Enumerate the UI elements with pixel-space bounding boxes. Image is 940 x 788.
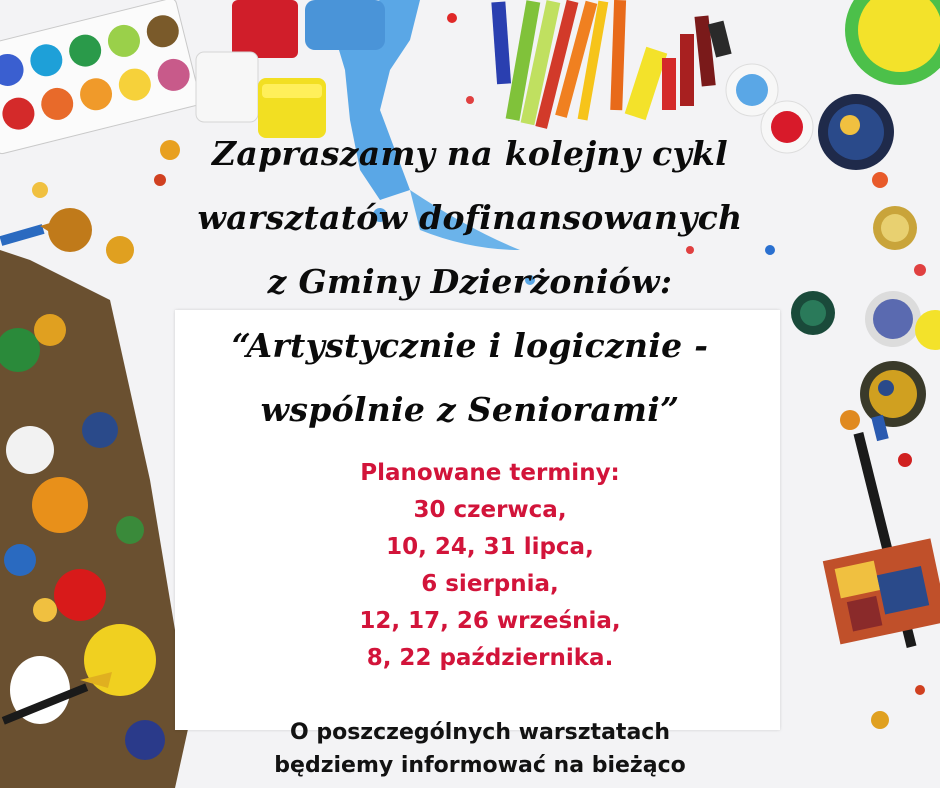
schedule-heading: Planowane terminy: <box>360 460 620 486</box>
schedule-date: 10, 24, 31 lipca, <box>386 534 594 560</box>
schedule-date: 30 czerwca, <box>413 497 567 523</box>
info-note <box>200 716 760 782</box>
schedule-date: 8, 22 października. <box>366 645 614 671</box>
headline-line-4: “Artystycznie i logicznie - <box>231 326 709 365</box>
small-painted-canvas <box>823 538 940 644</box>
invitation-headline <box>120 122 820 442</box>
schedule-date: 6 sierpnia, <box>421 571 559 597</box>
headline-line-5: wspólnie z Seniorami” <box>260 390 680 429</box>
headline-line-3: z Gminy Dzierżoniów: <box>267 262 673 301</box>
info-line-1: O poszczególnych warsztatach <box>289 720 670 745</box>
headline-line-1: Zapraszamy na kolejny cykl <box>212 134 728 173</box>
headline-line-2: warsztatów dofinansowanych <box>197 198 743 237</box>
colored-pencils <box>491 0 731 129</box>
schedule-block <box>300 455 680 677</box>
schedule-date: 12, 17, 26 września, <box>359 608 621 634</box>
info-line-2: będziemy informować na bieżąco <box>274 753 686 778</box>
